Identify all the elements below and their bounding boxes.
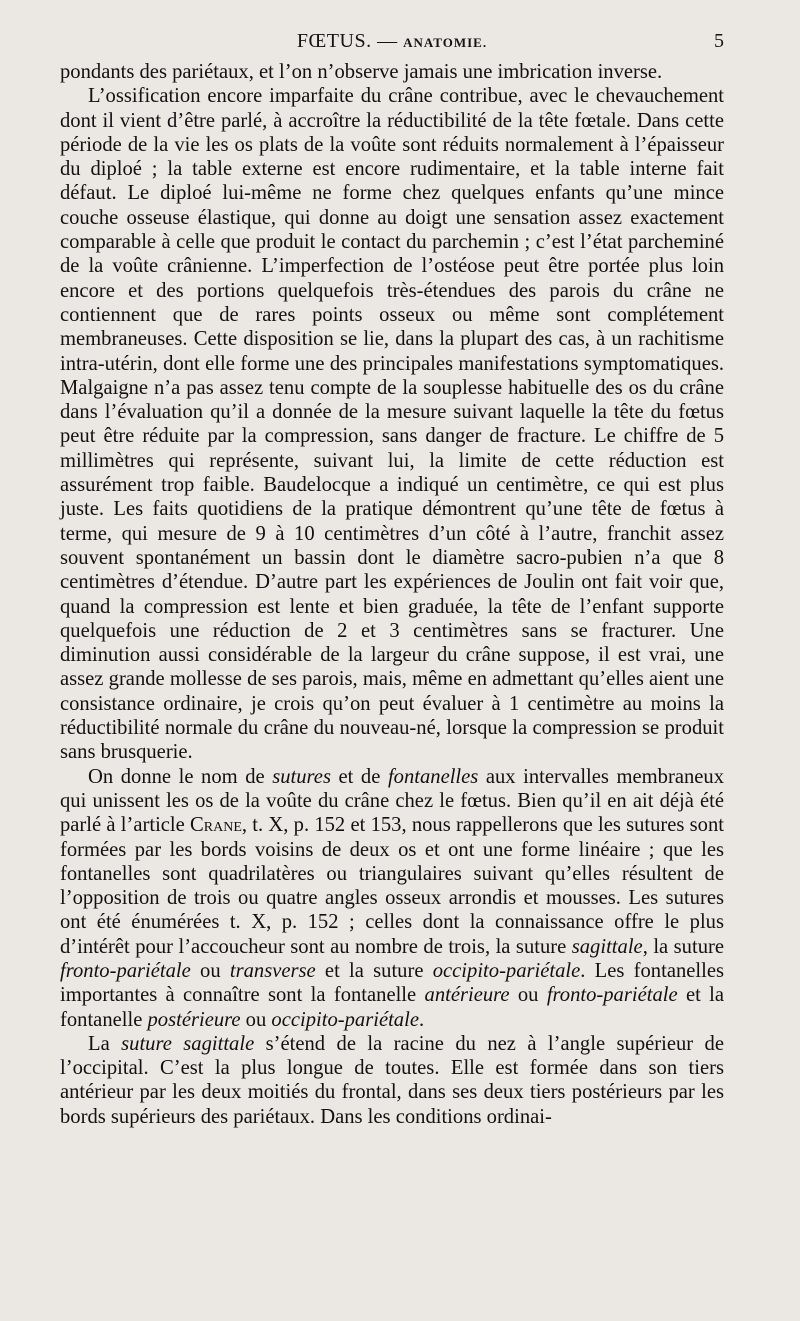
p3-text-11: ou <box>240 1008 272 1031</box>
term-sutures: sutures <box>272 765 331 788</box>
paragraph-3 <box>60 765 724 1032</box>
p3-text-7: et la suture <box>315 959 433 982</box>
p4-text-2: s’étend de la racine du nez à l’angle supérieur de l’occipital. C’est la plus longue de toutes. Elle est formée dans son tiers antérieur par les deux moitiés du frontal, dans ses deux tiers postérieurs par les bords supérieurs des pariétaux. Dans les conditions ordinai- <box>60 1032 724 1128</box>
p3-text-12: . <box>418 1008 425 1031</box>
page-number: 5 <box>714 30 724 52</box>
header-dash: — <box>377 30 398 52</box>
term-fronto-parietale-2: fronto-pariétale <box>546 984 678 1007</box>
paragraph-2: L’ossification encore imparfaite du crâne contribue, avec le chevauchement dont il vient d’être parlé, à accroître la réductibilité de la tête fœtale. Dans cette période de la vie les os plats de la voûte sont réduits normalement à l’épaisseur du diploé ; la table externe est encore rudimentaire, et la table interne fait défaut. Le diploé lui-même ne forme chez quelques enfants qu’une mince couche osseuse élastique, qui donne au doigt une sensation assez exactement comparable à celle que produit le contact du parchemin ; c’est l’état parcheminé de la voûte crânienne. L’imperfection de l’ostéose peut être portée plus loin encore et des portions quelquefois très-étendues des parois du crâne ne contiennent que de rares points osseux ou même sont complétement membraneuses. Cette disposition se lie, dans la plupart des cas, à un rachitisme intra-utérin, dont elle forme une des principales manifestations symptomatiques. Malgaigne n’a pas assez tenu compte de la souplesse habituelle des os du crâne dans l’évaluation qu’il a donnée de la mesure suivant laquelle la tête du fœtus peut être réduite par la compression, sans danger de fracture. Le chiffre de 5 millimètres qui représente, suivant lui, la limite de cette réduction est assurément trop faible. Baudelocque a indiqué un centimètre, ce qui est plus juste. Les faits quotidiens de la pratique démontrent qu’une tête de fœtus à terme, qui mesure de 9 à 10 centimètres d’un côté à l’autre, franchit assez souvent spontanément un bassin dont le diamètre sacro-pubien n’a que 8 centimètres d’étendue. D’autre part les expériences de Joulin ont fait voir que, quand la compression est lente et bien graduée, la tête de l’enfant supporte quelquefois une réduction de 2 et 3 centimètres sans se fracturer. Une diminution aussi considérable de la largeur du crâne suppose, il est vrai, une assez grande mollesse de ses parois, mais, même en admettant qu’elles aient une consistance ordinaire, je crois qu’on peut évaluer à 1 centimètre au moins la réductibilité normale du crâne du nouveau-né, lorsque la compression se produit sans brusquerie. <box>60 85 724 764</box>
paragraph-4 <box>60 1032 724 1129</box>
p3-text-9: ou <box>509 984 547 1007</box>
p3-text-4: , t. X, p. 152 et 153, nous rappellerons que les sutures sont formées par les bords voisins de deux os et ont une forme linéaire ; que les fontanelles sont quadrilatères ou triangulaires suivant qu’elles résultent de l’opposition de trois ou quatre angles osseux arrondis et mousses. Les sutures ont été énumérées t. X, p. 152 ; celles dont la connaissance offre le plus d’intérêt pour l’accoucheur sont au nombre de trois, la suture <box>60 814 724 958</box>
paragraph-1: pondants des pariétaux, et l’on n’observe jamais une imbrication inverse. <box>60 61 663 83</box>
p3-text-6: ou <box>190 959 230 982</box>
body-text <box>60 60 724 1129</box>
term-anterieure: antérieure <box>424 984 510 1007</box>
p4-text-1: La <box>88 1032 122 1055</box>
p3-text-2: et de <box>330 765 388 788</box>
header-title-text: FŒTUS. <box>296 30 372 52</box>
term-suture-sagittale: suture sagittale <box>121 1032 255 1055</box>
p3-text-10: et la fontanelle <box>60 984 724 1031</box>
p3-text-1: On donne le nom de <box>88 765 273 788</box>
term-posterieure: postérieure <box>147 1008 241 1031</box>
running-header <box>60 30 724 58</box>
p3-text-8: . Les fontanelles importantes à connaître sont la fontanelle <box>60 959 725 1007</box>
article-ref-crane: Crane <box>190 814 242 837</box>
header-title <box>60 30 724 53</box>
header-section: ANATOMIE. <box>403 35 488 50</box>
term-fontanelles: fontanelles <box>387 765 479 788</box>
term-sagittale: sagittale <box>571 935 643 958</box>
p3-text-5: , la suture <box>642 935 724 958</box>
term-occipito-parietale: occipito-pariétale <box>432 959 581 982</box>
term-transverse: transverse <box>229 959 316 982</box>
term-occipito-parietale-2: occipito-pariétale <box>271 1008 419 1031</box>
term-fronto-parietale: fronto-pariétale <box>60 959 191 982</box>
p3-text-3: aux intervalles membraneux qui unissent les os de la voûte du crâne chez le fœtus. Bien qu’il en ait déjà été parlé à l’article <box>60 765 725 837</box>
